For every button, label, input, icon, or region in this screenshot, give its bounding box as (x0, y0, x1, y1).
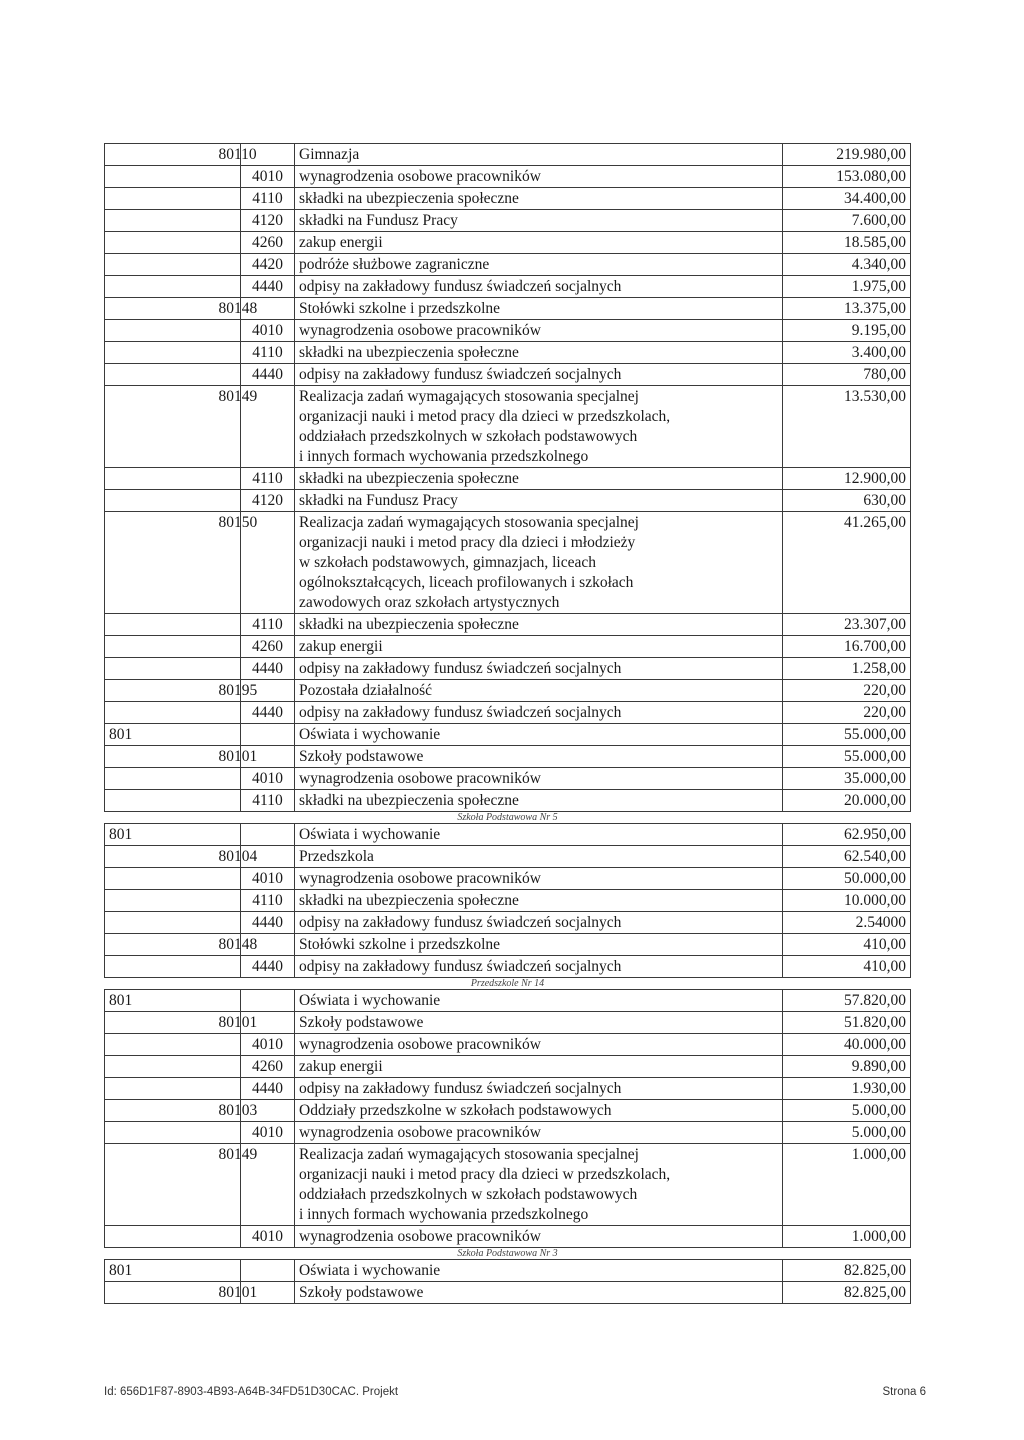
division-cell (105, 614, 163, 636)
table-row (105, 342, 911, 364)
paragraph-cell: 4110 (241, 468, 295, 490)
description-cell: odpisy na zakładowy fundusz świadczeń socjalnych (295, 658, 783, 680)
table-row (105, 1078, 911, 1100)
description-cell: składki na ubezpieczenia społeczne (295, 790, 783, 812)
amount-cell: 82.825,00 (783, 1260, 911, 1282)
division-cell (105, 166, 163, 188)
division-cell (105, 768, 163, 790)
division-cell (105, 320, 163, 342)
paragraph-cell: 4440 (241, 1078, 295, 1100)
table-row (105, 824, 911, 846)
budget-table (104, 143, 911, 1304)
division-cell (105, 890, 163, 912)
description-cell: Realizacja zadań wymagających stosowania specjalnej organizacji nauki i metod pracy dla dzieci w przedszkolach, oddziałach przedszkolnych w szkołach podstawowych i innych formach wychowania przedszkolnego (295, 386, 783, 468)
division-cell (105, 1282, 163, 1304)
chapter-cell (163, 956, 241, 978)
chapter-cell (163, 210, 241, 232)
description-cell: składki na ubezpieczenia społeczne (295, 614, 783, 636)
division-cell (105, 386, 163, 468)
amount-cell: 13.375,00 (783, 298, 911, 320)
description-cell: odpisy na zakładowy fundusz świadczeń socjalnych (295, 364, 783, 386)
amount-cell: 1.975,00 (783, 276, 911, 298)
division-cell (105, 746, 163, 768)
division-cell: 801 (105, 990, 163, 1012)
description-cell: Oświata i wychowanie (295, 824, 783, 846)
description-cell: składki na Fundusz Pracy (295, 490, 783, 512)
description-cell: wynagrodzenia osobowe pracowników (295, 166, 783, 188)
chapter-cell (163, 658, 241, 680)
paragraph-cell: 4010 (241, 868, 295, 890)
chapter-cell (163, 1078, 241, 1100)
description-cell: Realizacja zadań wymagających stosowania specjalnej organizacji nauki i metod pracy dla dzieci i młodzieży w szkołach podstawowych, gimnazjach, liceach ogólnokształcących, liceach profilowanych i szkołach zawodowych oraz szkołach artystycznych (295, 512, 783, 614)
chapter-cell (163, 868, 241, 890)
paragraph-cell: 4440 (241, 702, 295, 724)
description-cell: składki na Fundusz Pracy (295, 210, 783, 232)
unit-name: Przedszkole Nr 14 (105, 978, 911, 990)
amount-cell: 50.000,00 (783, 868, 911, 890)
table-row (105, 490, 911, 512)
table-row (105, 276, 911, 298)
table-row (105, 1100, 911, 1122)
amount-cell: 3.400,00 (783, 342, 911, 364)
amount-cell: 40.000,00 (783, 1034, 911, 1056)
division-cell (105, 254, 163, 276)
page-number: Strona 6 (882, 1386, 926, 1398)
amount-cell: 9.195,00 (783, 320, 911, 342)
chapter-cell (163, 468, 241, 490)
description-cell: odpisy na zakładowy fundusz świadczeń socjalnych (295, 702, 783, 724)
table-row (105, 1144, 911, 1226)
table-row (105, 1282, 911, 1304)
table-row (105, 912, 911, 934)
paragraph-cell: 4010 (241, 1226, 295, 1248)
description-cell: Stołówki szkolne i przedszkolne (295, 934, 783, 956)
division-cell (105, 1012, 163, 1034)
division-cell (105, 1078, 163, 1100)
paragraph-cell (241, 990, 295, 1012)
amount-cell: 51.820,00 (783, 1012, 911, 1034)
amount-cell: 1.000,00 (783, 1144, 911, 1226)
table-row (105, 636, 911, 658)
paragraph-cell: 4010 (241, 768, 295, 790)
description-cell: Realizacja zadań wymagających stosowania specjalnej organizacji nauki i metod pracy dla dzieci w przedszkolach, oddziałach przedszkolnych w szkołach podstawowych i innych formach wychowania przedszkolnego (295, 1144, 783, 1226)
table-row (105, 846, 911, 868)
table-row (105, 890, 911, 912)
paragraph-cell: 4440 (241, 912, 295, 934)
description-cell: Gimnazja (295, 144, 783, 166)
chapter-cell: 80103 (163, 1100, 241, 1122)
description-cell: wynagrodzenia osobowe pracowników (295, 768, 783, 790)
description-cell: odpisy na zakładowy fundusz świadczeń socjalnych (295, 956, 783, 978)
description-cell: wynagrodzenia osobowe pracowników (295, 320, 783, 342)
paragraph-cell: 4260 (241, 1056, 295, 1078)
description-cell: podróże służbowe zagraniczne (295, 254, 783, 276)
description-cell: wynagrodzenia osobowe pracowników (295, 1226, 783, 1248)
chapter-cell (163, 342, 241, 364)
amount-cell: 35.000,00 (783, 768, 911, 790)
amount-cell: 410,00 (783, 934, 911, 956)
amount-cell: 630,00 (783, 490, 911, 512)
table-row (105, 298, 911, 320)
chapter-cell (163, 1260, 241, 1282)
description-cell: składki na ubezpieczenia społeczne (295, 188, 783, 210)
paragraph-cell: 4260 (241, 232, 295, 254)
table-body (105, 144, 911, 1304)
division-cell (105, 868, 163, 890)
table-row (105, 210, 911, 232)
table-row (105, 990, 911, 1012)
chapter-cell (163, 254, 241, 276)
description-cell: Szkoły podstawowe (295, 746, 783, 768)
division-cell (105, 790, 163, 812)
chapter-cell: 80150 (163, 512, 241, 614)
chapter-cell (163, 1226, 241, 1248)
table-row (105, 868, 911, 890)
division-cell (105, 188, 163, 210)
chapter-cell: 80104 (163, 846, 241, 868)
amount-cell: 220,00 (783, 680, 911, 702)
unit-name: Szkoła Podstawowa Nr 3 (105, 1248, 911, 1260)
table-row (105, 790, 911, 812)
paragraph-cell (241, 1260, 295, 1282)
chapter-cell: 80149 (163, 1144, 241, 1226)
amount-cell: 55.000,00 (783, 724, 911, 746)
chapter-cell (163, 364, 241, 386)
description-cell: Stołówki szkolne i przedszkolne (295, 298, 783, 320)
amount-cell: 5.000,00 (783, 1100, 911, 1122)
paragraph-cell: 4260 (241, 636, 295, 658)
description-cell: Oświata i wychowanie (295, 724, 783, 746)
table-row (105, 768, 911, 790)
amount-cell: 780,00 (783, 364, 911, 386)
division-cell (105, 364, 163, 386)
amount-cell: 23.307,00 (783, 614, 911, 636)
description-cell: Oddziały przedszkolne w szkołach podstawowych (295, 1100, 783, 1122)
amount-cell: 13.530,00 (783, 386, 911, 468)
chapter-cell: 80148 (163, 934, 241, 956)
description-cell: zakup energii (295, 1056, 783, 1078)
paragraph-cell: 4440 (241, 956, 295, 978)
document-id: Id: 656D1F87-8903-4B93-A64B-34FD51D30CAC. Projekt (104, 1386, 399, 1398)
amount-cell: 220,00 (783, 702, 911, 724)
description-cell: Pozostała działalność (295, 680, 783, 702)
division-cell (105, 702, 163, 724)
paragraph-cell: 4110 (241, 188, 295, 210)
table-row (105, 364, 911, 386)
table-row (105, 702, 911, 724)
chapter-cell (163, 724, 241, 746)
amount-cell: 16.700,00 (783, 636, 911, 658)
amount-cell: 10.000,00 (783, 890, 911, 912)
chapter-cell (163, 790, 241, 812)
paragraph-cell: 4110 (241, 790, 295, 812)
division-cell (105, 1056, 163, 1078)
description-cell: składki na ubezpieczenia społeczne (295, 342, 783, 364)
division-cell (105, 846, 163, 868)
paragraph-cell: 4120 (241, 490, 295, 512)
table-row (105, 144, 911, 166)
amount-cell: 153.080,00 (783, 166, 911, 188)
chapter-cell (163, 768, 241, 790)
amount-cell: 34.400,00 (783, 188, 911, 210)
paragraph-cell: 4010 (241, 1034, 295, 1056)
amount-cell: 41.265,00 (783, 512, 911, 614)
chapter-cell (163, 276, 241, 298)
amount-cell: 1.258,00 (783, 658, 911, 680)
unit-separator-row (105, 1248, 911, 1260)
amount-cell: 1.930,00 (783, 1078, 911, 1100)
table-row (105, 1012, 911, 1034)
table-row (105, 320, 911, 342)
amount-cell: 20.000,00 (783, 790, 911, 812)
table-row (105, 386, 911, 468)
chapter-cell (163, 990, 241, 1012)
division-cell (105, 1226, 163, 1248)
chapter-cell (163, 1034, 241, 1056)
division-cell (105, 956, 163, 978)
table-row (105, 232, 911, 254)
table-row (105, 1260, 911, 1282)
description-cell: odpisy na zakładowy fundusz świadczeń socjalnych (295, 276, 783, 298)
amount-cell: 82.825,00 (783, 1282, 911, 1304)
amount-cell: 219.980,00 (783, 144, 911, 166)
table-row (105, 188, 911, 210)
chapter-cell (163, 1056, 241, 1078)
amount-cell: 5.000,00 (783, 1122, 911, 1144)
paragraph-cell: 4010 (241, 166, 295, 188)
division-cell (105, 912, 163, 934)
chapter-cell (163, 232, 241, 254)
description-cell: zakup energii (295, 636, 783, 658)
chapter-cell (163, 890, 241, 912)
table-row (105, 746, 911, 768)
table-row (105, 468, 911, 490)
division-cell (105, 680, 163, 702)
description-cell: Szkoły podstawowe (295, 1012, 783, 1034)
amount-cell: 410,00 (783, 956, 911, 978)
amount-cell: 1.000,00 (783, 1226, 911, 1248)
paragraph-cell: 4420 (241, 254, 295, 276)
paragraph-cell: 4440 (241, 364, 295, 386)
chapter-cell (163, 1122, 241, 1144)
table-row (105, 956, 911, 978)
division-cell (105, 658, 163, 680)
paragraph-cell: 4440 (241, 276, 295, 298)
description-cell: zakup energii (295, 232, 783, 254)
amount-cell: 18.585,00 (783, 232, 911, 254)
division-cell (105, 512, 163, 614)
chapter-cell: 80101 (163, 746, 241, 768)
division-cell (105, 1122, 163, 1144)
amount-cell: 55.000,00 (783, 746, 911, 768)
amount-cell: 62.540,00 (783, 846, 911, 868)
amount-cell: 62.950,00 (783, 824, 911, 846)
table-row (105, 512, 911, 614)
table-row (105, 1034, 911, 1056)
chapter-cell (163, 188, 241, 210)
division-cell (105, 636, 163, 658)
chapter-cell: 80101 (163, 1012, 241, 1034)
division-cell (105, 232, 163, 254)
chapter-cell: 80195 (163, 680, 241, 702)
description-cell: odpisy na zakładowy fundusz świadczeń socjalnych (295, 912, 783, 934)
chapter-cell (163, 320, 241, 342)
description-cell: wynagrodzenia osobowe pracowników (295, 1122, 783, 1144)
division-cell (105, 1034, 163, 1056)
description-cell: wynagrodzenia osobowe pracowników (295, 1034, 783, 1056)
chapter-cell (163, 636, 241, 658)
division-cell: 801 (105, 724, 163, 746)
description-cell: składki na ubezpieczenia społeczne (295, 468, 783, 490)
paragraph-cell: 4010 (241, 1122, 295, 1144)
description-cell: Oświata i wychowanie (295, 1260, 783, 1282)
table-row (105, 1226, 911, 1248)
paragraph-cell: 4110 (241, 890, 295, 912)
chapter-cell: 80148 (163, 298, 241, 320)
table-row (105, 254, 911, 276)
chapter-cell (163, 490, 241, 512)
division-cell: 801 (105, 1260, 163, 1282)
division-cell (105, 210, 163, 232)
table-row (105, 1056, 911, 1078)
table-row (105, 1122, 911, 1144)
division-cell (105, 468, 163, 490)
division-cell: 801 (105, 824, 163, 846)
table-row (105, 166, 911, 188)
amount-cell: 2.54000 (783, 912, 911, 934)
table-row (105, 680, 911, 702)
paragraph-cell: 4110 (241, 342, 295, 364)
chapter-cell (163, 166, 241, 188)
division-cell (105, 934, 163, 956)
amount-cell: 9.890,00 (783, 1056, 911, 1078)
description-cell: Przedszkola (295, 846, 783, 868)
paragraph-cell: 4010 (241, 320, 295, 342)
table-row (105, 614, 911, 636)
chapter-cell: 80110 (163, 144, 241, 166)
chapter-cell: 80149 (163, 386, 241, 468)
unit-separator-row (105, 978, 911, 990)
paragraph-cell (241, 724, 295, 746)
table-row (105, 934, 911, 956)
description-cell: składki na ubezpieczenia społeczne (295, 890, 783, 912)
chapter-cell: 80101 (163, 1282, 241, 1304)
paragraph-cell: 4120 (241, 210, 295, 232)
amount-cell: 12.900,00 (783, 468, 911, 490)
description-cell: Oświata i wychowanie (295, 990, 783, 1012)
division-cell (105, 490, 163, 512)
paragraph-cell: 4110 (241, 614, 295, 636)
division-cell (105, 276, 163, 298)
table-row (105, 658, 911, 680)
division-cell (105, 298, 163, 320)
chapter-cell (163, 912, 241, 934)
division-cell (105, 342, 163, 364)
table-row (105, 724, 911, 746)
chapter-cell (163, 614, 241, 636)
unit-name: Szkoła Podstawowa Nr 5 (105, 812, 911, 824)
description-cell: Szkoły podstawowe (295, 1282, 783, 1304)
amount-cell: 57.820,00 (783, 990, 911, 1012)
division-cell (105, 1144, 163, 1226)
amount-cell: 4.340,00 (783, 254, 911, 276)
division-cell (105, 1100, 163, 1122)
paragraph-cell: 4440 (241, 658, 295, 680)
description-cell: odpisy na zakładowy fundusz świadczeń socjalnych (295, 1078, 783, 1100)
chapter-cell (163, 702, 241, 724)
description-cell: wynagrodzenia osobowe pracowników (295, 868, 783, 890)
chapter-cell (163, 824, 241, 846)
paragraph-cell (241, 824, 295, 846)
division-cell (105, 144, 163, 166)
unit-separator-row (105, 812, 911, 824)
amount-cell: 7.600,00 (783, 210, 911, 232)
